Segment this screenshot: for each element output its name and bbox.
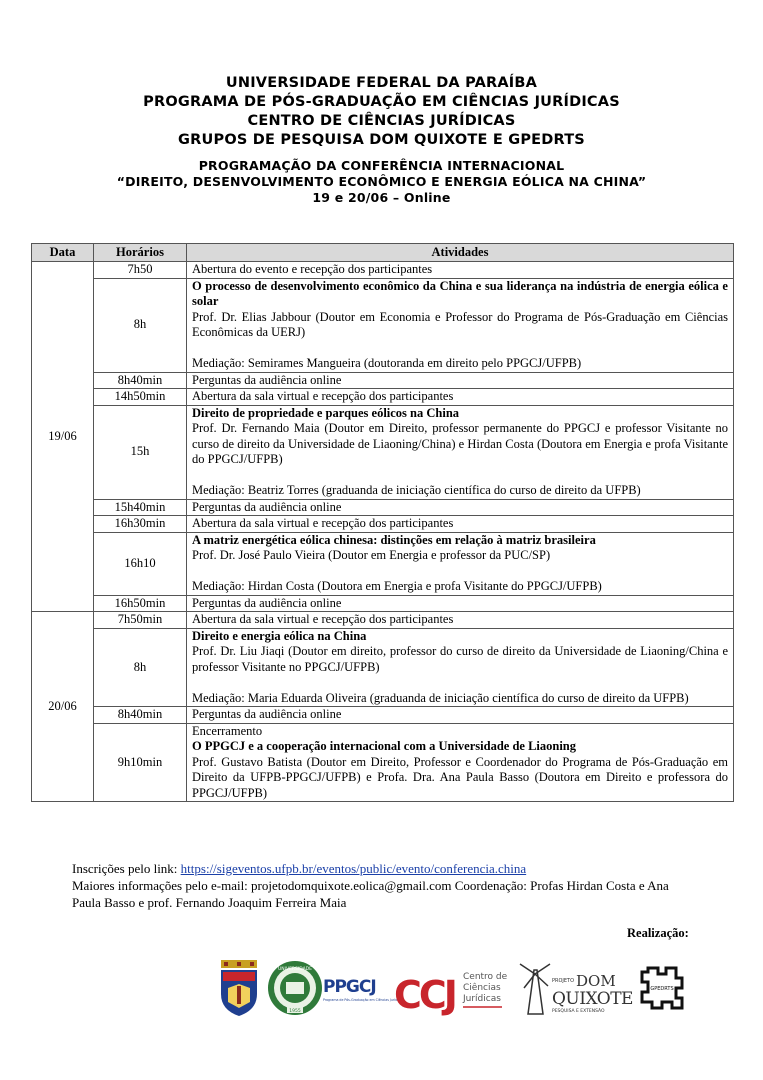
session-mediation: Mediação: Hirdan Costa (Doutora em Energia e profa Visitante do PPGCJ/UFPB): [192, 579, 602, 593]
dq-caption: PESQUISA E EXTENSÃO: [552, 1009, 605, 1014]
activity-cell: [187, 389, 734, 406]
ccj-text-line: Jurídicas: [463, 994, 501, 1004]
time-cell: 9h10min: [94, 723, 187, 802]
activity-cell: [187, 262, 734, 279]
table-row: [32, 723, 734, 802]
session-mediation: Mediação: Maria Eduarda Oliveira (graduanda de iniciação científica do curso de direito da UFPB): [192, 690, 689, 705]
column-header-activities: Atividades: [187, 244, 734, 262]
table-row: [32, 628, 734, 707]
activity-cell: [187, 612, 734, 629]
contact-info: Maiores informações pelo e-mail: projetodomquixote.eolica@gmail.com Coordenação: Profas Hirdan Costa e Ana Paula Basso e prof. Fernando Joaquim Ferreira Maia: [72, 878, 669, 910]
document-header: [0, 74, 763, 206]
time-cell: 16h10: [94, 532, 187, 595]
table-row: [32, 389, 734, 406]
session-mediation: Mediação: Semirames Mangueira (doutoranda em direito pelo PPGCJ/UFPB): [192, 356, 582, 370]
session-title: Direito de propriedade e parques eólicos na China: [192, 405, 460, 420]
time-cell: 8h40min: [94, 707, 187, 724]
activity-text: Abertura da sala virtual e recepção dos participantes: [192, 389, 454, 403]
session-speaker: Prof. Dr. José Paulo Vieira (Doutor em Energia e professor da PUC/SP): [192, 548, 551, 562]
column-header-date: Data: [32, 244, 94, 262]
activity-text: Abertura da sala virtual e recepção dos participantes: [192, 612, 454, 626]
event-line: PROGRAMAÇÃO DA CONFERÊNCIA INTERNACIONAL: [198, 158, 565, 173]
activity-cell: [187, 516, 734, 533]
table-row: [32, 516, 734, 533]
logos-strip: [218, 958, 688, 1022]
time-cell: 15h40min: [94, 499, 187, 516]
activity-text: Perguntas da audiência online: [192, 372, 342, 387]
column-header-times: Horários: [94, 244, 187, 262]
ppgcj-caption: Programa de Pós-Graduação em Ciências Jurídicas: [323, 998, 404, 1002]
table-row: [32, 372, 734, 389]
session-mediation: Mediação: Beatriz Torres (graduanda de iniciação científica do curso de direito da UFPB): [192, 483, 641, 497]
activity-text: Abertura do evento e recepção dos participantes: [192, 262, 433, 276]
footer-info: [72, 860, 697, 911]
activity-cell: [187, 532, 734, 595]
activity-cell: [187, 499, 734, 516]
ppgcj-wordmark: PPGCJ: [323, 977, 376, 997]
table-row: [32, 612, 734, 629]
gpedrts-text: GPEDRTS: [650, 986, 674, 992]
gpedrts-logo: [638, 964, 686, 1012]
session-title: A matriz energética eólica chinesa: distinções em relação à matriz brasileira: [192, 532, 596, 547]
table-row: [32, 499, 734, 516]
header-line: PROGRAMA DE PÓS-GRADUAÇÃO EM CIÊNCIAS JURÍDICAS: [143, 94, 620, 110]
date-cell: 19/06: [32, 262, 94, 612]
session-title: O PPGCJ e a cooperação internacional com a Universidade de Liaoning: [192, 739, 577, 753]
table-row: [32, 532, 734, 595]
registration-label: Inscrições pelo link:: [72, 861, 181, 876]
activity-text: Abertura da sala virtual e recepção dos participantes: [192, 516, 454, 530]
dq-small-text: PROJETO: [552, 978, 575, 984]
session-speaker: Prof. Dr. Fernando Maia (Doutor em Direito, professor permanente do PPGCJ e professor Visitante no curso de direito da Universidade de Liaoning/China) e Hirdan Costa (Doutora em Energia e profa Visitante do PPGCJ/UFPB): [192, 421, 728, 466]
ccj-text-line: Ciências: [463, 983, 501, 993]
table-header-row: [32, 244, 734, 262]
seal-year: 1955: [289, 1009, 301, 1014]
session-pre: Encerramento: [192, 723, 263, 738]
registration-link[interactable]: https://sigeventos.ufpb.br/eventos/public/evento/conferencia.china: [180, 861, 527, 876]
time-cell: 16h30min: [94, 516, 187, 533]
time-cell: 14h50min: [94, 389, 187, 406]
header-line: UNIVERSIDADE FEDERAL DA PARAÍBA: [225, 75, 538, 91]
time-cell: 8h: [94, 628, 187, 707]
event-title: “DIREITO, DESENVOLVIMENTO ECONÔMICO E ENERGIA EÓLICA NA CHINA”: [116, 174, 647, 189]
time-cell: 8h40min: [94, 372, 187, 389]
university-seal-logo: [266, 958, 324, 1018]
dom-quixote-logo: [514, 962, 633, 1018]
table-row: [32, 405, 734, 499]
ccj-text-line: Centro de: [463, 972, 508, 982]
seal-text: UNIVERSIDADE: [278, 967, 312, 972]
session-speaker: Prof. Dr. Elias Jabbour (Doutor em Economia e Professor do Programa de Pós-Graduação em Ciências Econômicas da UERJ): [192, 309, 728, 339]
event-dates: 19 e 20/06 – Online: [312, 190, 451, 205]
table-row: [32, 262, 734, 279]
registration-line: [72, 860, 697, 877]
program-table: [31, 243, 734, 802]
activity-text: Perguntas da audiência online: [192, 707, 342, 721]
activity-cell: [187, 278, 734, 372]
time-cell: 7h50: [94, 262, 187, 279]
date-cell: 20/06: [32, 612, 94, 802]
activity-text: Perguntas da audiência online: [192, 595, 342, 610]
ppgcj-logo: [322, 972, 404, 1006]
dq-title-quixote: QUIXOTE: [552, 989, 633, 1009]
table-row: [32, 278, 734, 372]
table-row: [32, 595, 734, 612]
ufpb-logo: [218, 958, 260, 1018]
session-speaker: Prof. Dr. Liu Jiaqi (Doutor em direito, professor do curso de direito da Universidade de Liaoning/China e professor Visitante no PPGCJ/UFPB): [192, 644, 728, 674]
time-cell: 7h50min: [94, 612, 187, 629]
session-title: Direito e energia eólica na China: [192, 628, 367, 643]
time-cell: 8h: [94, 278, 187, 372]
activity-cell: [187, 372, 734, 389]
time-cell: 15h: [94, 405, 187, 499]
activity-cell: [187, 723, 734, 802]
time-cell: 16h50min: [94, 595, 187, 612]
realizacao-label: Realização:: [627, 926, 689, 940]
activity-cell: [187, 628, 734, 707]
header-line: CENTRO DE CIÊNCIAS JURÍDICAS: [247, 113, 516, 129]
table-row: [32, 707, 734, 724]
ccj-logo: [394, 966, 508, 1018]
session-speaker: Prof. Gustavo Batista (Doutor em Direito, Professor e Coordenador do Programa de Pós-Graduação em Direito da UFPB-PPGCJ/UFPB) e Profa. Dra. Ana Paula Basso (Doutora em Direito e professora do PPGCJ/UFPB): [192, 754, 728, 800]
activity-cell: [187, 707, 734, 724]
activity-cell: [187, 405, 734, 499]
ccj-wordmark: CCJ: [394, 973, 455, 1017]
activity-text: Perguntas da audiência online: [192, 499, 342, 514]
dq-title-dom: DOM: [576, 972, 616, 990]
session-title: O processo de desenvolvimento econômico da China e sua liderança na indústria de energia eólica e solar: [192, 278, 728, 308]
header-line: GRUPOS DE PESQUISA DOM QUIXOTE E GPEDRTS: [178, 132, 585, 148]
activity-cell: [187, 595, 734, 612]
